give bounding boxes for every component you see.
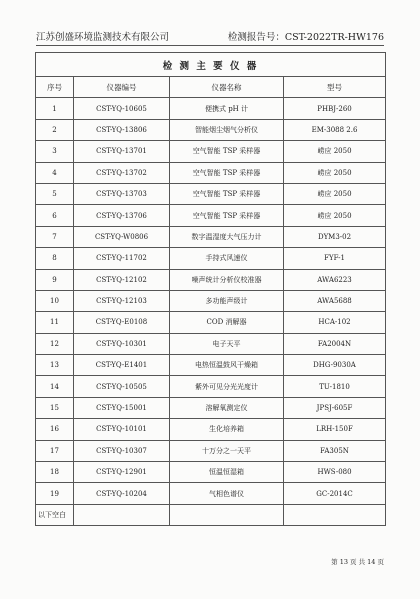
table-row xyxy=(36,462,386,483)
cell-model: TU-1810 xyxy=(284,376,386,397)
cell-instrument-no: CST-YQ-13702 xyxy=(74,162,170,183)
col-header-instrument-no: 仪器编号 xyxy=(74,77,170,98)
col-header-instrument-name: 仪器名称 xyxy=(170,77,284,98)
table-row xyxy=(36,269,386,290)
cell-model: GC-2014C xyxy=(284,483,386,504)
cell-index: 4 xyxy=(36,162,74,183)
cell-instrument-name: COD 消解器 xyxy=(170,312,284,333)
cell-instrument-name: 紫外可见分光光度计 xyxy=(170,376,284,397)
page-header xyxy=(36,29,384,43)
cell-instrument-no: CST-YQ-13806 xyxy=(74,119,170,140)
table-title: 检 测 主 要 仪 器 xyxy=(36,53,386,77)
cell-instrument-name: 电子天平 xyxy=(170,333,284,354)
cell-instrument-name: 便携式 pH 计 xyxy=(170,98,284,119)
table-title-row xyxy=(36,53,386,77)
cell-instrument-name: 恒温恒湿箱 xyxy=(170,462,284,483)
table-row xyxy=(36,183,386,204)
cell-index: 9 xyxy=(36,269,74,290)
cell-index: 18 xyxy=(36,462,74,483)
cell-model: FA2004N xyxy=(284,333,386,354)
table-row xyxy=(36,226,386,247)
cell-instrument-name: 多功能声级计 xyxy=(170,290,284,311)
cell-instrument-name: 空气智能 TSP 采样器 xyxy=(170,205,284,226)
cell-model: LRH-150F xyxy=(284,419,386,440)
cell-instrument-no: CST-YQ-13701 xyxy=(74,141,170,162)
cell-model: 崂应 2050 xyxy=(284,183,386,204)
cell-index: 19 xyxy=(36,483,74,504)
cell-instrument-name: 溶解氧测定仪 xyxy=(170,397,284,418)
table-row xyxy=(36,355,386,376)
cell-instrument-no: CST-YQ-11702 xyxy=(74,248,170,269)
empty-cell xyxy=(74,504,170,525)
cell-instrument-name: 电热恒温鼓风干燥箱 xyxy=(170,355,284,376)
cell-instrument-no: CST-YQ-12901 xyxy=(74,462,170,483)
cell-instrument-name: 空气智能 TSP 采样器 xyxy=(170,183,284,204)
cell-model: HWS-080 xyxy=(284,462,386,483)
table-row xyxy=(36,205,386,226)
cell-index: 13 xyxy=(36,355,74,376)
cell-model: 崂应 2050 xyxy=(284,141,386,162)
cell-model: AWA6223 xyxy=(284,269,386,290)
cell-index: 11 xyxy=(36,312,74,333)
cell-index: 3 xyxy=(36,141,74,162)
table-row xyxy=(36,290,386,311)
cell-index: 17 xyxy=(36,440,74,461)
cell-instrument-no: CST-YQ-10101 xyxy=(74,419,170,440)
cell-index: 14 xyxy=(36,376,74,397)
table-row xyxy=(36,397,386,418)
cell-instrument-name: 空气智能 TSP 采样器 xyxy=(170,162,284,183)
table-row xyxy=(36,483,386,504)
cell-model: 崂应 2050 xyxy=(284,205,386,226)
table-row xyxy=(36,98,386,119)
remark-cell: 以下空白 xyxy=(36,504,74,525)
cell-instrument-name: 手持式风速仪 xyxy=(170,248,284,269)
table-row xyxy=(36,141,386,162)
table-row xyxy=(36,419,386,440)
table-row xyxy=(36,162,386,183)
cell-index: 16 xyxy=(36,419,74,440)
cell-instrument-no: CST-YQ-10301 xyxy=(74,333,170,354)
table-row xyxy=(36,312,386,333)
col-header-index: 序号 xyxy=(36,77,74,98)
empty-cell xyxy=(284,504,386,525)
table-row-remark xyxy=(36,504,386,525)
cell-index: 2 xyxy=(36,119,74,140)
cell-model: FA305N xyxy=(284,440,386,461)
cell-instrument-no: CST-YQ-12102 xyxy=(74,269,170,290)
cell-instrument-no: CST-YQ-E1401 xyxy=(74,355,170,376)
cell-model: 崂应 2050 xyxy=(284,162,386,183)
cell-instrument-no: CST-YQ-E0108 xyxy=(74,312,170,333)
empty-cell xyxy=(170,504,284,525)
table-row xyxy=(36,376,386,397)
cell-instrument-name: 气相色谱仪 xyxy=(170,483,284,504)
cell-model: DHG-9030A xyxy=(284,355,386,376)
cell-index: 15 xyxy=(36,397,74,418)
cell-index: 10 xyxy=(36,290,74,311)
cell-index: 12 xyxy=(36,333,74,354)
cell-instrument-name: 噪声统计分析仪校准器 xyxy=(170,269,284,290)
table-row xyxy=(36,440,386,461)
cell-model: AWA5688 xyxy=(284,290,386,311)
cell-model: PHBJ-260 xyxy=(284,98,386,119)
cell-model: EM-3088 2.6 xyxy=(284,119,386,140)
cell-instrument-no: CST-YQ-13703 xyxy=(74,183,170,204)
table-row xyxy=(36,333,386,354)
instrument-table xyxy=(35,52,386,526)
cell-model: JPSJ-605F xyxy=(284,397,386,418)
cell-index: 8 xyxy=(36,248,74,269)
cell-model: HCA-102 xyxy=(284,312,386,333)
cell-index: 7 xyxy=(36,226,74,247)
cell-instrument-name: 数字温湿度大气压力计 xyxy=(170,226,284,247)
cell-instrument-name: 智能烟尘烟气分析仪 xyxy=(170,119,284,140)
cell-instrument-no: CST-YQ-W0806 xyxy=(74,226,170,247)
cell-instrument-name: 十万分之一天平 xyxy=(170,440,284,461)
cell-index: 1 xyxy=(36,98,74,119)
report-number: 检测报告号：CST-2022TR-HW176 xyxy=(227,32,384,43)
table-row xyxy=(36,248,386,269)
header-divider xyxy=(36,45,384,46)
cell-instrument-no: CST-YQ-10505 xyxy=(74,376,170,397)
cell-instrument-no: CST-YQ-10605 xyxy=(74,98,170,119)
company-name: 江苏创盛环境监测技术有限公司 xyxy=(36,32,170,43)
cell-instrument-name: 生化培养箱 xyxy=(170,419,284,440)
page-number: 第 13 页 共 14 页 xyxy=(331,558,384,566)
table-header-row xyxy=(36,77,386,98)
cell-instrument-name: 空气智能 TSP 采样器 xyxy=(170,141,284,162)
table-row xyxy=(36,119,386,140)
cell-index: 6 xyxy=(36,205,74,226)
cell-index: 5 xyxy=(36,183,74,204)
cell-instrument-no: CST-YQ-12103 xyxy=(74,290,170,311)
cell-model: FYF-1 xyxy=(284,248,386,269)
cell-model: DYM3-02 xyxy=(284,226,386,247)
col-header-model: 型号 xyxy=(284,77,386,98)
cell-instrument-no: CST-YQ-15001 xyxy=(74,397,170,418)
cell-instrument-no: CST-YQ-10307 xyxy=(74,440,170,461)
cell-instrument-no: CST-YQ-13706 xyxy=(74,205,170,226)
cell-instrument-no: CST-YQ-10204 xyxy=(74,483,170,504)
